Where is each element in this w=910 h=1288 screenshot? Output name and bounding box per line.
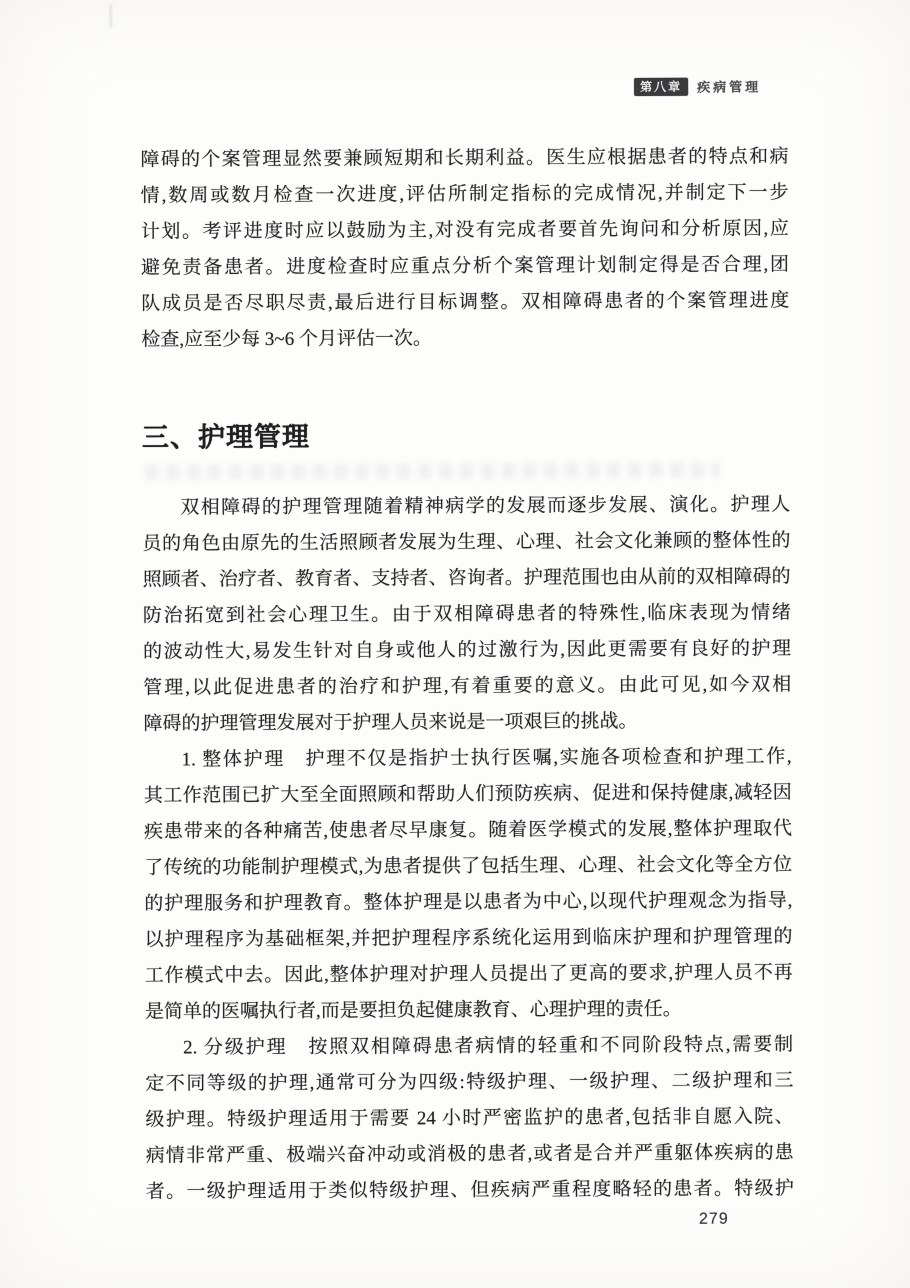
text-line: 管理,以此促进患者的治疗和护理,有着重要的意义。由此可见,如今双相 [143, 674, 792, 699]
text-line: 疾患带来的各种痛苦,使患者尽早康复。随着医学模式的发展,整体护理取代 [143, 818, 793, 843]
section-heading: 三、护理管理 [141, 421, 310, 453]
intro-paragraph [140, 139, 789, 358]
chapter-badge: 第八章 [634, 77, 688, 95]
text-line: 照顾者、治疗者、教育者、支持者、咨询者。护理范围也由从前的双相障碍的 [142, 566, 791, 591]
text-line: 工作模式中去。因此,整体护理对护理人员提出了更高的要求,护理人员不再 [144, 962, 793, 987]
text-line: 障碍的护理管理发展对于护理人员来说是一项艰巨的挑战。 [143, 711, 638, 735]
text-line: 以护理程序为基础框架,并把护理程序系统化运用到临床护理和护理管理的 [144, 926, 793, 951]
text-line: 检查,应至少每 3~6 个月评估一次。 [141, 328, 432, 351]
text-line: 防治拓宽到社会心理卫生。由于双相障碍患者的特殊性,临床表现为情绪 [142, 602, 791, 627]
chapter-title: 疾病管理 [697, 79, 762, 95]
text-line: 了传统的功能制护理模式,为患者提供了包括生理、心理、社会文化等全方位 [144, 854, 793, 879]
text-line: 1. 整体护理 护理不仅是指护士执行医嘱,实施各项检查和护理工作, [181, 746, 792, 771]
bleedthrough-smudge [145, 462, 720, 481]
text-line: 的护理服务和护理教育。整体护理是以患者为中心,以现代护理观念为指导, [144, 890, 793, 915]
paragraph-holistic-nursing [144, 739, 793, 1030]
text-line: 障碍的个案管理显然要兼顾短期和长期利益。医生应根据患者的特点和病 [140, 146, 789, 171]
text-line: 双相障碍的护理管理随着精神病学的发展而逐步发展、演化。护理人 [180, 494, 791, 519]
text-line: 员的角色由原先的生活照顾者发展为生理、心理、社会文化兼顾的整体性的 [142, 530, 791, 555]
paragraph-nursing-overview [142, 487, 791, 742]
paragraph-graded-nursing [145, 1027, 794, 1210]
text-line: 病情非常严重、极端兴奋冲动或消极的患者,或者是合并严重躯体疾病的患 [145, 1142, 794, 1167]
text-line: 其工作范围已扩大至全面照顾和帮助人们预防疾病、促进和保持健康,减轻因 [143, 782, 792, 807]
text-line: 计划。考评进度时应以鼓励为主,对没有完成者要首先询问和分析原因,应 [140, 218, 789, 243]
text-line: 的波动性大,易发生针对自身或他人的过激行为,因此更需要有良好的护理 [142, 638, 792, 663]
text-line: 避免责备患者。进度检查时应重点分析个案管理计划制定得是否合理,团 [140, 254, 790, 279]
page-number: 279 [698, 1210, 729, 1228]
text-line: 者。一级护理适用于类似特级护理、但疾病严重程度略轻的患者。特级护 [145, 1178, 794, 1203]
text-line: 是简单的医嘱执行者,而是要担负起健康教育、心理护理的责任。 [144, 998, 682, 1023]
text-line: 情,数周或数月检查一次进度,评估所制定指标的完成情况,并制定下一步 [140, 182, 789, 207]
text-line: 队成员是否尽职尽责,最后进行目标调整。双相障碍患者的个案管理进度 [141, 290, 790, 315]
text-line: 2. 分级护理 按照双相障碍患者病情的轻重和不同阶段特点,需要制 [183, 1034, 794, 1059]
text-line: 级护理。特级护理适用于需要 24 小时严密监护的患者,包括非自愿入院、 [145, 1106, 794, 1131]
text-line: 定不同等级的护理,通常可分为四级:特级护理、一级护理、二级护理和三 [145, 1070, 794, 1095]
scan-artifact [110, 4, 112, 28]
section-body [142, 487, 794, 1210]
running-header [634, 76, 761, 96]
